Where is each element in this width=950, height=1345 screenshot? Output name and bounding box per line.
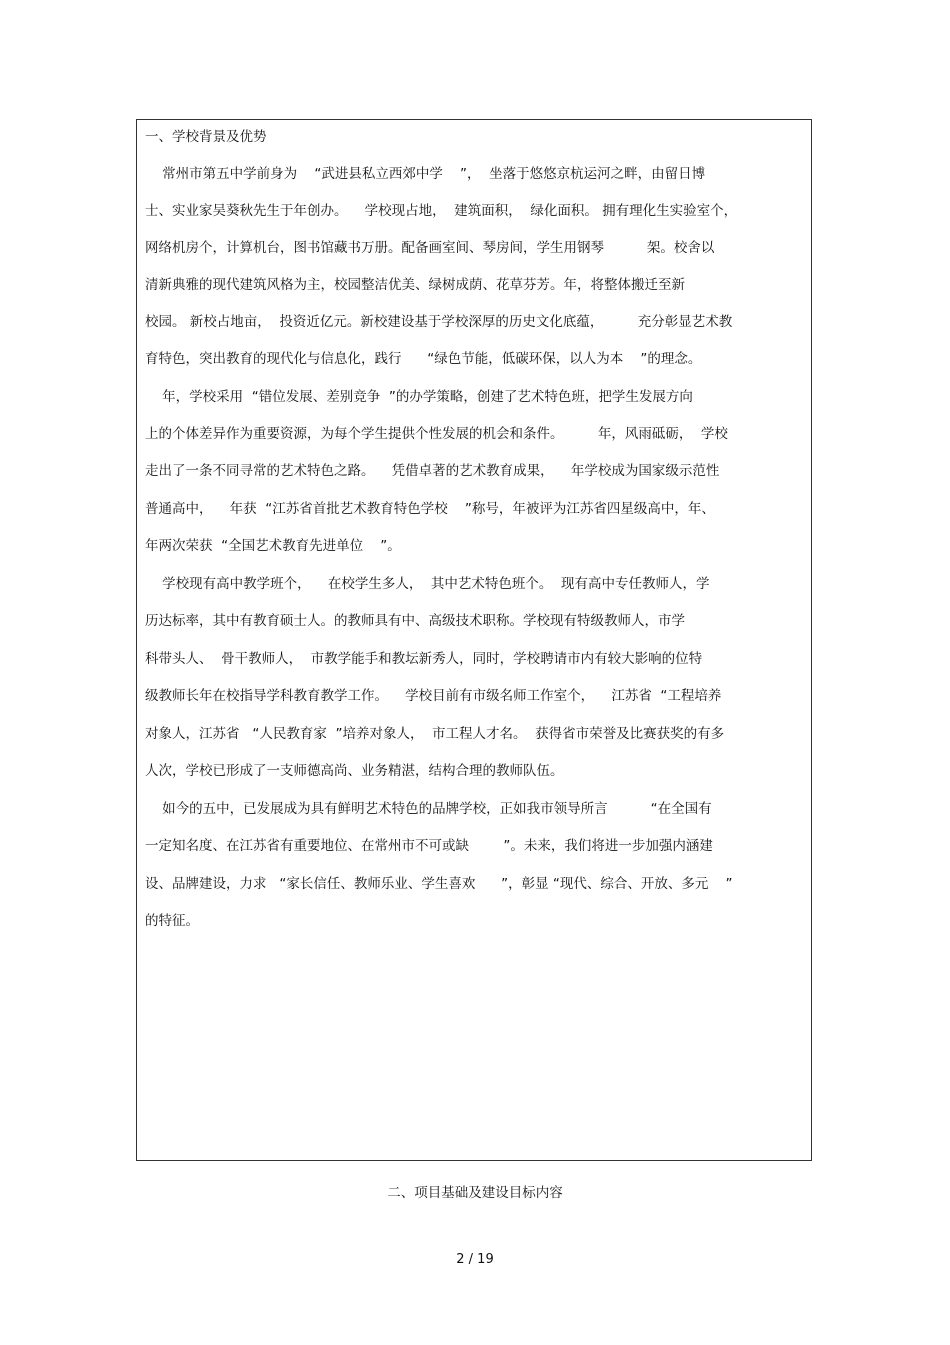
paragraph-line: 常州市第五中学前身为 “武进县私立西郊中学 ”， 坐落于悠悠京杭运河之畔，由留日博 bbox=[145, 166, 706, 182]
page-number: 2 / 19 bbox=[456, 1252, 494, 1267]
paragraph-line: 如今的五中，已发展成为具有鲜明艺术特色的品牌学校，正如我市领导所言 “在全国有 bbox=[145, 801, 712, 817]
paragraph-line: 走出了一条不同寻常的艺术特色之路。 凭借卓著的艺术教育成果， 年学校成为国家级示范性 bbox=[145, 463, 720, 479]
paragraph-line: 年，学校采用 “错位发展、差别竞争 ”的办学策略，创建了艺术特色班，把学生发展方向 bbox=[145, 389, 693, 405]
paragraph-line: 上的个体差异作为重要资源，为每个学生提供个性发展的机会和条件。 年，风雨砥砺， 学校 bbox=[145, 426, 728, 442]
paragraph-line: 年两次荣获 “全国艺术教育先进单位 ”。 bbox=[145, 538, 401, 554]
paragraph-line: 普通高中， 年获 “江苏省首批艺术教育特色学校 ”称号，年被评为江苏省四星级高中，年、 bbox=[145, 501, 715, 517]
paragraph-line: 网络机房个，计算机台，图书馆藏书万册。配备画室间、琴房间，学生用钢琴 架。校舍以 bbox=[145, 240, 715, 256]
paragraph-line: 科带头人、 骨干教师人， 市教学能手和教坛新秀人，同时，学校聘请市内有较大影响的位特 bbox=[145, 651, 703, 667]
section-heading-2: 二、项目基础及建设目标内容 bbox=[387, 1185, 563, 1201]
paragraph-line: 学校现有高中教学班个， 在校学生多人， 其中艺术特色班个。 现有高中专任教师人，学 bbox=[145, 576, 710, 592]
paragraph-line: 历达标率，其中有教育硕士人。的教师具有中、高级技术职称。学校现有特级教师人，市学 bbox=[145, 613, 685, 629]
paragraph-line: 级教师长年在校指导学科教育教学工作。 学校目前有市级名师工作室个， 江苏省 “工程培养 bbox=[145, 688, 722, 704]
paragraph-line: 清新典雅的现代建筑风格为主，校园整洁优美、绿树成荫、花草芬芳。年，将整体搬迁至新 bbox=[145, 277, 685, 293]
section-heading: 一、学校背景及优势 bbox=[145, 129, 267, 145]
paragraph-line: 士、实业家吴葵秋先生于年创办。 学校现占地， 建筑面积， 绿化面积。 拥有理化生实验室个， bbox=[145, 203, 738, 219]
paragraph-line: 设、品牌建设，力求 “家长信任、教师乐业、学生喜欢 ”，彰显 “现代、综合、开放、多元 ” bbox=[145, 876, 733, 892]
paragraph-line: 育特色，突出教育的现代化与信息化，践行 “绿色节能，低碳环保，以人为本 ”的理念。 bbox=[145, 351, 702, 367]
paragraph-line: 人次，学校已形成了一支师德高尚、业务精湛，结构合理的教师队伍。 bbox=[145, 763, 564, 779]
paragraph-line: 校园。 新校占地亩， 投资近亿元。新校建设基于学校深厚的历史文化底蕴， 充分彰显艺术教 bbox=[145, 314, 733, 330]
paragraph-line: 对象人，江苏省 “人民教育家 ”培养对象人， 市工程人才名。 获得省市荣誉及比赛获奖的有多 bbox=[145, 726, 725, 742]
paragraph-line: 的特征。 bbox=[145, 913, 199, 929]
paragraph-line: 一定知名度、在江苏省有重要地位、在常州市不可或缺 ”。未来，我们将进一步加强内涵建 bbox=[145, 838, 713, 854]
